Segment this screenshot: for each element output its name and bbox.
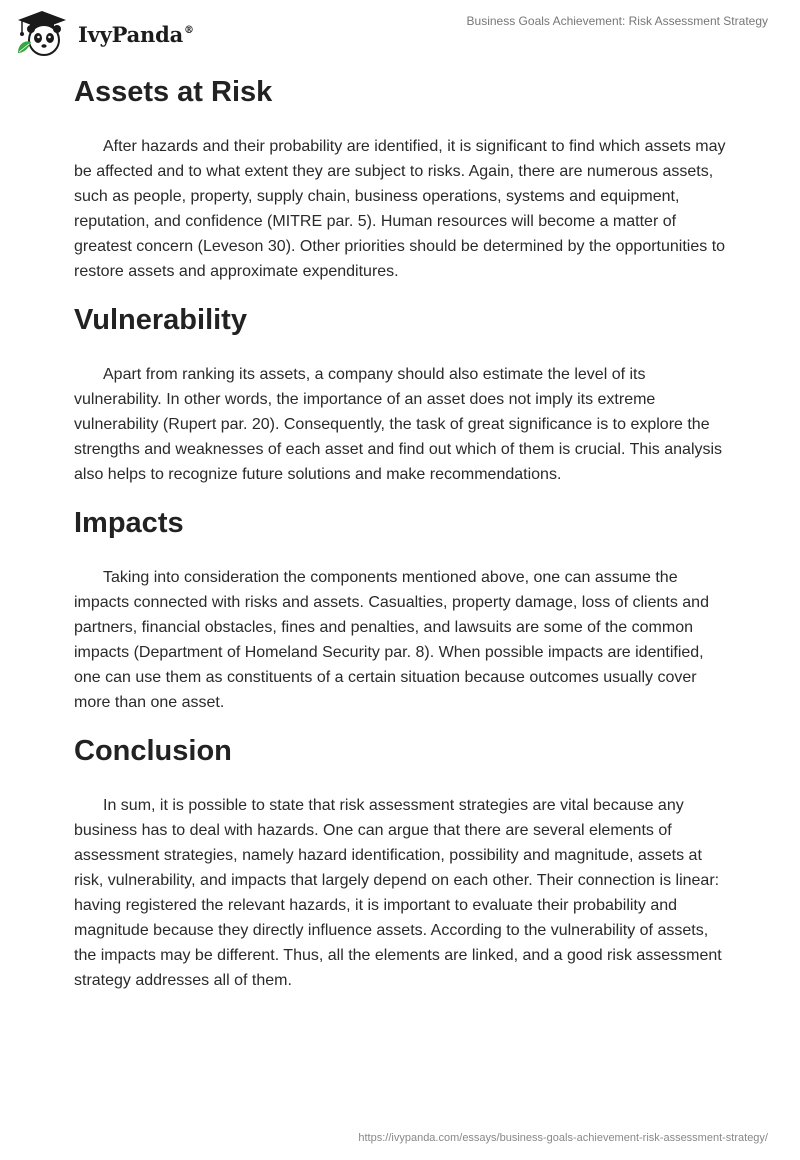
- section-assets-at-risk: [74, 72, 734, 284]
- document-title: Business Goals Achievement: Risk Assessment Strategy: [466, 14, 768, 28]
- section-paragraph: After hazards and their probability are identified, it is significant to find which assets may be affected and to what extent they are subject to risks. Again, there are numerous assets, such as people, property, supply chain, business operations, systems and equipment, reputation, and confidence (MITRE par. 5). Human resources will become a matter of greatest concern (Leveson 30). Other priorities should be determined by the opportunities to restore assets and approximate expenditures.: [74, 138, 726, 280]
- section-paragraph: In sum, it is possible to state that risk assessment strategies are vital because any business has to deal with hazards. One can argue that there are several elements of assessment strategies, namely hazard identification, possibility and magnitude, assets at risk, vulnerability, and impacts that largely depend on each other. Their connection is linear: having registered the relevant hazards, it is important to evaluate their probability and magnitude because they directly influence assets. According to the vulnerability of assets, the impacts may be different. Thus, all the elements are linked, and a good risk assessment strategy addresses all of them.: [74, 797, 722, 989]
- essay-content: [74, 72, 734, 993]
- section-heading: Vulnerability: [74, 304, 247, 336]
- section-impacts: [74, 503, 734, 715]
- brand-name: IvyPanda®: [78, 21, 194, 47]
- brand-logo[interactable]: [14, 8, 194, 58]
- section-paragraph: Apart from ranking its assets, a company should also estimate the level of its vulnerability. In other words, the importance of an asset does not imply its extreme vulnerability (Rupert par. 20). Consequently, the task of great significance is to explore the strengths and weaknesses of each asset and find out which of them is crucial. This analysis also helps to recognize future solutions and make recommendations.: [74, 366, 723, 483]
- page-header: [0, 0, 800, 60]
- section-paragraph: Taking into consideration the components mentioned above, one can assume the impacts connected with risks and assets. Casualties, property damage, loss of clients and partners, financial obstacles, fines and penalties, and lawsuits are some of the common impacts (Department of Homeland Security par. 8). When possible impacts are identified, one can use them as constituents of a certain situation because outcomes usually cover more than one asset.: [74, 569, 709, 711]
- section-heading: Conclusion: [74, 735, 232, 767]
- section-heading: Impacts: [74, 507, 184, 539]
- section-conclusion: [74, 731, 734, 993]
- section-vulnerability: [74, 300, 734, 487]
- source-url-link[interactable]: https://ivypanda.com/essays/business-goals-achievement-risk-assessment-strategy/: [358, 1132, 768, 1144]
- section-heading: Assets at Risk: [74, 76, 273, 108]
- panda-logo-icon: [14, 9, 70, 57]
